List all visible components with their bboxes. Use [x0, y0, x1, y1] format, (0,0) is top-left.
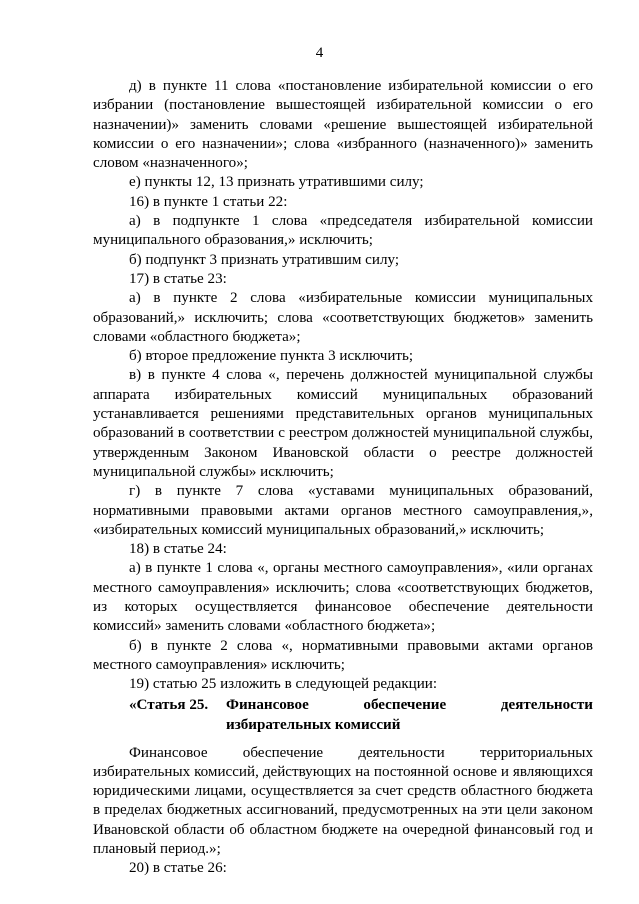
paragraph: б) второе предложение пункта 3 исключить;	[129, 348, 414, 365]
paragraph: 16) в пункте 1 статьи 22:	[129, 193, 288, 210]
article-heading	[93, 695, 593, 735]
paragraph: а) в пункте 1 слова «, органы местного самоуправления», «или органах местного самоуправления» исключить; слова «соответствующих бюджетов, из которых осуществляется финансовое обеспечение деятельности комиссий» заменить словами «областного бюджета»;	[93, 560, 593, 635]
paragraph: г) в пункте 7 слова «уставами муниципальных образований, нормативными правовыми актами органов местного самоуправления,», «избирательных комиссий муниципальных образований,» исключить;	[93, 483, 593, 538]
paragraph: в) в пункте 4 слова «, перечень должностей муниципальной службы аппарата избирательных комиссий муниципальных образований устанавливается решениями представительных органов муниципальных образований в соответствии с реестром должностей муниципальной службы, утвержденным Законом Ивановской области о реестре должностей муниципальной службы» исключить;	[93, 367, 593, 480]
paragraph: е) пункты 12, 13 признать утратившими силу;	[129, 174, 424, 191]
paragraph: 18) в статье 24:	[129, 541, 227, 558]
article-title-line-1	[226, 695, 593, 715]
paragraph: 17) в статье 23:	[129, 270, 227, 287]
article-title-line-2: избирательных комиссий	[226, 716, 401, 733]
page-number: 4	[315, 45, 324, 61]
article-title-word: Финансовое	[226, 696, 309, 713]
paragraph: б) подпункт 3 признать утратившим силу;	[129, 251, 400, 268]
paragraph: б) в пункте 2 слова «, нормативными правовыми актами органов местного самоуправления» исключить;	[93, 637, 593, 673]
document-body	[93, 77, 593, 879]
paragraph: а) в подпункте 1 слова «председателя избирательной комиссии муниципального образования,» исключить;	[93, 213, 593, 249]
paragraph: д) в пункте 11 слова «постановление избирательной комиссии о его избрании (постановление вышестоящей избирательной комиссии о его назначении)» заменить словами «решение вышестоящей избирательной комиссии о его назначении»; слова «избранного (назначенного)» заменить словом «назначенного»;	[93, 78, 593, 172]
paragraph: а) в пункте 2 слова «избирательные комиссии муниципальных образований,» исключить; слова «соответствующих бюджетов» заменить словами «областного бюджета»;	[93, 290, 593, 345]
article-number: «Статья 25.	[129, 696, 209, 713]
paragraph: Финансовое обеспечение деятельности территориальных избирательных комиссий, действующих на постоянной основе и являющихся юридическими лицами, осуществляется за счет средств областного бюджета в пределах бюджетных ассигнований, предусмотренных на эти цели законом Ивановской области об областном бюджете на очередной финансовый год и плановый период.»;	[93, 744, 593, 857]
paragraph: 20) в статье 26:	[129, 860, 227, 877]
article-title-word: деятельности	[500, 696, 593, 713]
article-title	[226, 695, 593, 735]
paragraph: 19) статью 25 изложить в следующей редакции:	[129, 676, 438, 693]
article-title-word: обеспечение	[363, 696, 447, 713]
